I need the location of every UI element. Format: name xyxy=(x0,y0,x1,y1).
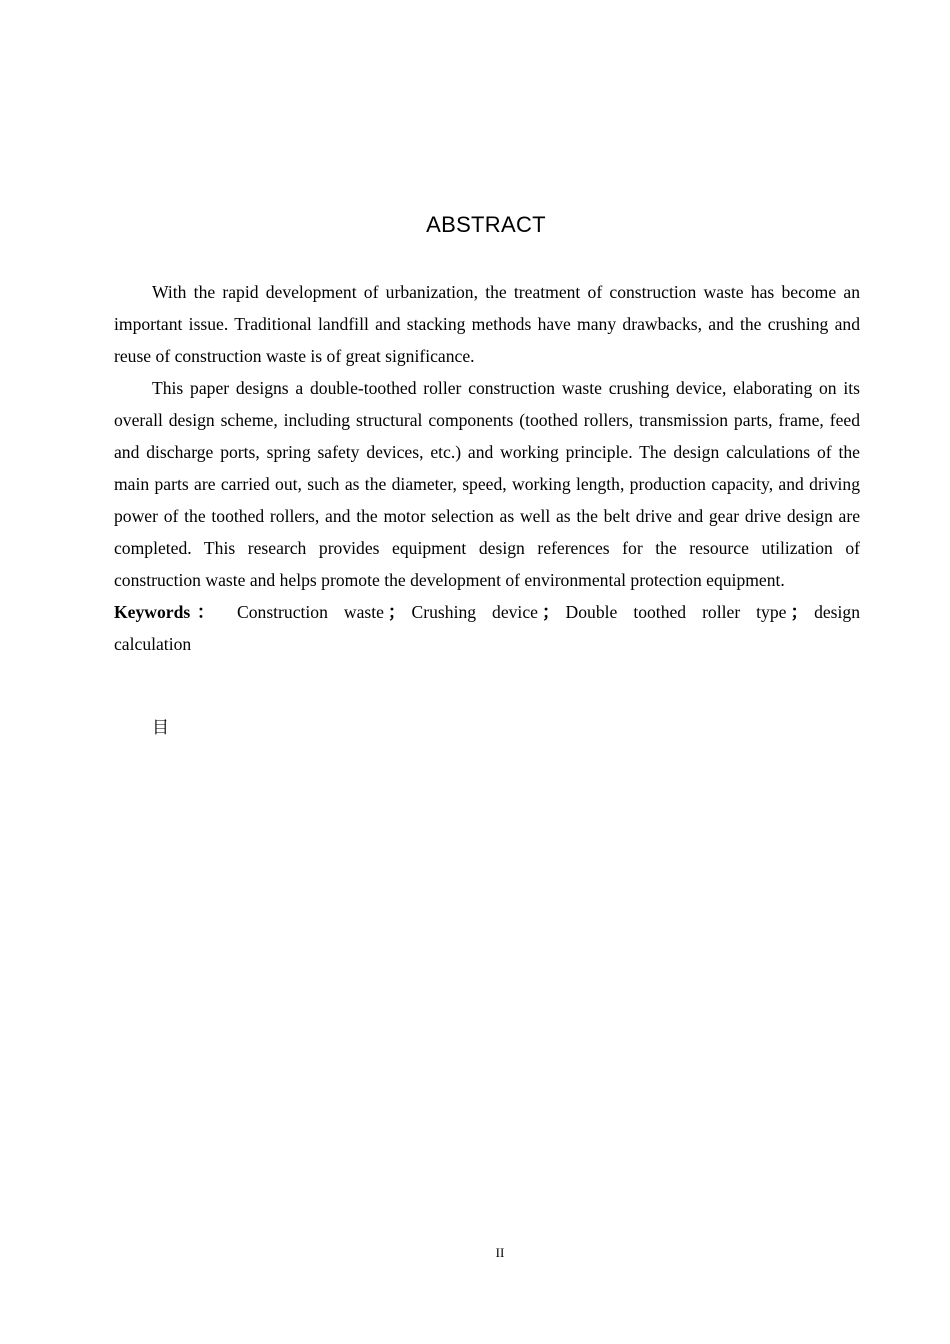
keyword-separator: ； xyxy=(541,602,560,622)
keywords-label: Keywords： xyxy=(114,602,221,622)
abstract-paragraph-2: This paper designs a double-toothed roller construction waste crushing device, elaborating on its overall design scheme, including structural components (toothed rollers, transmission parts, frame, feed and discharge ports, spring safety devices, etc.) and working principle. The design calculations of the main parts are carried out, such as the diameter, speed, working length, production capacity, and driving power of the toothed rollers, and the motor selection as well as the belt drive and gear drive design are completed. This research provides equipment design references for the resource utilization of construction waste and helps promote the development of environmental protection equipment. xyxy=(114,378,860,590)
keyword-separator: ； xyxy=(387,602,406,622)
abstract-title: ABSTRACT xyxy=(426,212,546,237)
keyword-item: Double toothed roller type xyxy=(565,602,787,622)
page-number: II xyxy=(495,1245,505,1260)
keywords-line xyxy=(114,596,860,660)
keyword-item: Crushing device xyxy=(411,602,538,622)
keyword-item: Construction waste xyxy=(236,602,384,622)
abstract-body xyxy=(114,276,860,660)
table-of-contents-fragment: 目 xyxy=(152,718,169,738)
keyword-item: design calculation xyxy=(114,602,860,654)
keyword-separator: ； xyxy=(790,602,809,622)
abstract-paragraph-1: With the rapid development of urbanization, the treatment of construction waste has become an important issue. Traditional landfill and stacking methods have many drawbacks, and the crushing and reuse of construction waste is of great significance. xyxy=(114,282,860,366)
